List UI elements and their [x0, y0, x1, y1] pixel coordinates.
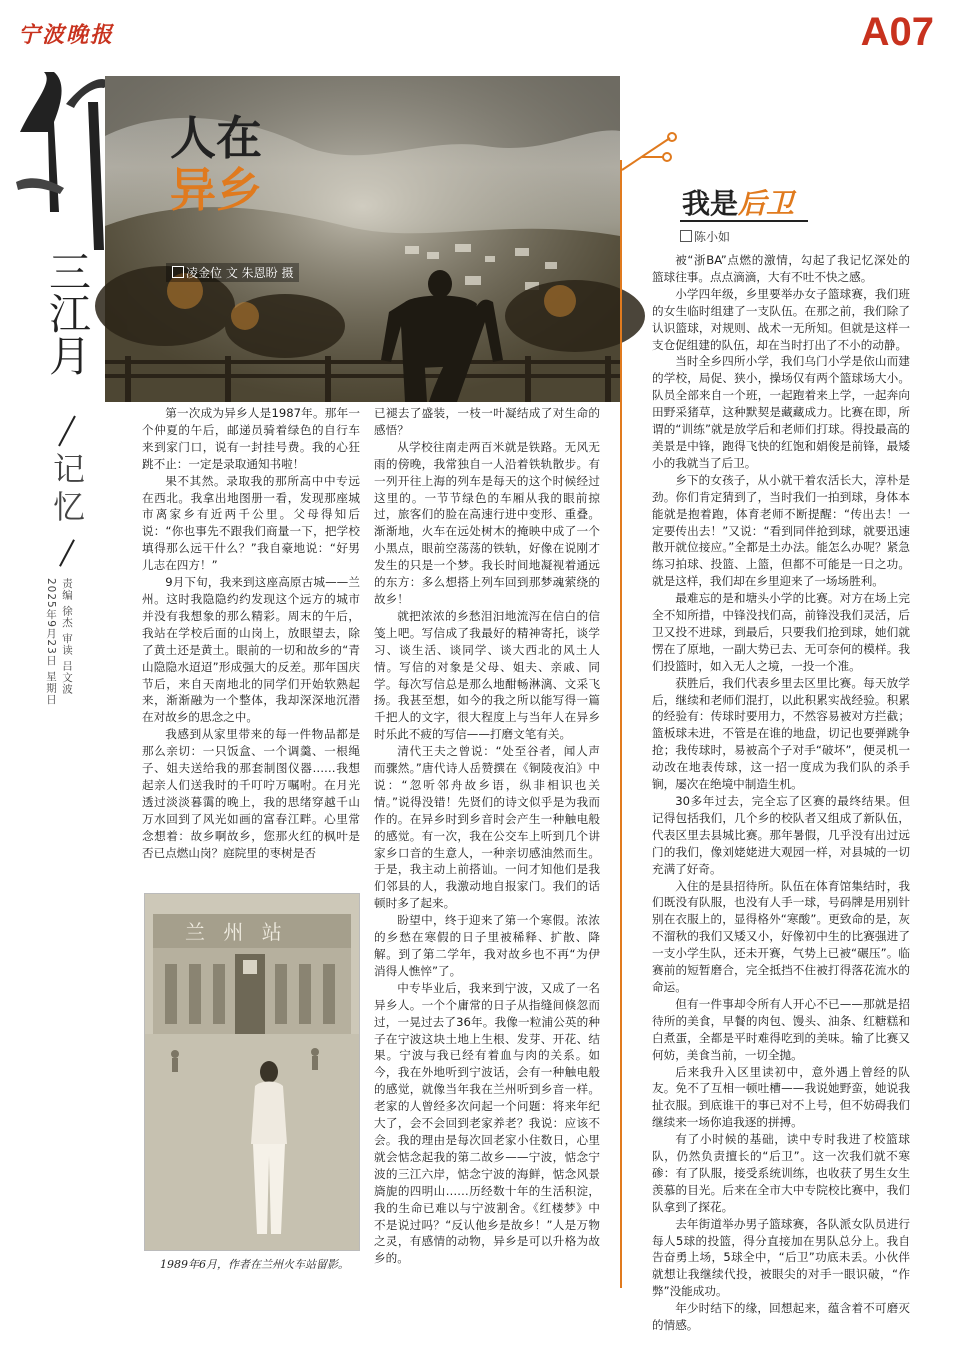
paragraph: 小学四年级，乡里要举办女子篮球赛，我们班的女生临时组建了一支队伍。在那之前，我们除了认识篮球，对规则、战术一无所知。但就是这样一支仓促组建的队伍，却在当时打出了不小的动静。 — [652, 286, 910, 352]
editor-credit: 责编 徐杰 审读 吕文波 — [61, 578, 73, 695]
issue-date: 2025年9月23日 星期日 — [45, 578, 57, 706]
paragraph: 30多年过去，完全忘了区赛的最终结果。但记得包括我们，几个乡的校队者又组成了新队伍，代表区里去县城比赛。那年暑假，几乎没有出过远门的我们，像刘姥姥进大观园一样，对县城的一切充满了好奇。 — [652, 794, 910, 876]
paragraph: 后来我升入区里读初中，意外遇上曾经的队友。免不了互相一顿吐槽——我说她野蛮，她说我扯衣服。到底谁干的事已对不上号，但不妨碍我们继续来一场你追我逐的拼搏。 — [652, 1064, 910, 1130]
paragraph: 有了小时候的基础，读中专时我进了校篮球队，仍然负责擅长的“后卫”。这一次我们就不寒碜：有了队服，接受系统训练，也收获了男生女生羡慕的目光。后来在全市大中专院校比赛中，我们队拿到了探花。 — [652, 1132, 910, 1214]
column-divider — [58, 416, 76, 447]
title-underline — [680, 220, 808, 222]
page-number: A07 — [860, 10, 934, 54]
article2-byline — [680, 228, 730, 245]
paragraph: 乡下的女孩子，从小就干着农活长大，淳朴是劲。你们肯定猜到了，当时我们一拍到球，身体本能就是抱着跑，体育老师不断提醒：“传出去！一定要传出去！”又说：“看到同伴抢到球，就要迅速散开就位接应。”全都是土办法。能怎么办呢？紧急练习拍球、投篮、上篮，但都不可能是一日之功。就是这样，我们却在乡里迎来了一场场胜利。 — [652, 472, 910, 589]
paragraph: 获胜后，我们代表乡里去区里比赛。每天放学后，继续和老师们混打，以此积累实战经验。积累的经验有：传球时要用力，不然容易被对方拦截；篮板球未进，不管是在谁的地盘，切记也要弹跳争抢；我传球时，易被高个子对手“破坏”，便灵机一动改在地表传球，这一招一度成为我们队的杀手锏，屡次在绝境中制造生机。 — [652, 675, 910, 792]
article2-body — [652, 252, 910, 1333]
paragraph: 当时全乡四所小学，我们乌门小学是依山而建的学校，局促、狭小，操场仅有两个篮球场大小。队员全部来自一个班，一起跑着来上学，一起奔向田野采猪草，这种默契是藏藏成力。比赛在即，所谓的“训练”就是放学后和老师们打球。得投最高的美景是中锋，跑得飞快的红饱和娟俊是前锋，最矮小的我就当了后卫。 — [652, 354, 910, 470]
paragraph: 我感到从家里带来的每一件物品都是那么亲切：一只饭盒、一个调羹、一根绳子、姐夫送给我的那套制图仪器……我想起亲人们送我时的千叮咛万嘱咐。在月光透过淡淡暮霭的晚上，我的思绪穿越千山万水回到了风光如画的富春江畔。心里常念想着：故乡啊故乡，您那火红的枫叶是否已点燃山岗？庭院里的枣树是否 — [142, 727, 360, 860]
vintage-photo — [144, 893, 360, 1251]
paragraph: 最难忘的是和塘头小学的比赛。对方在场上完全不知所措，中锋没找们高，前锋没我们灵活，后卫又投不进球，到最后，只要我们抢到球，她们就愣在了原地，一副大势已去、无可奈何的模样。我们投篮时，如入无人之境，一投一个准。 — [652, 591, 910, 673]
paragraph: 盼望中，终于迎来了第一个寒假。浓浓的乡愁在寒假的日子里被稀释、扩散、降解。到了第二学年，我对故乡也不再“为伊消得人憔悴”了。 — [374, 913, 600, 978]
paragraph: 中专毕业后，我来到宁波，又成了一名异乡人。一个个庸常的日子从指缝间倏忽而过，一晃过去了36年。我像一粒浦公英的种子在宁波这块土地上生根、发芽、开花、结果。宁波与我已经有着血与肉的关系。如今，我在外地听到宁波话，会有一种触电般的感觉，就像当年我在兰州听到乡音一样。老家的人曾经多次问起一个问题：将来年纪大了，会不会回到老家养老？我说：应该不会。我的理由是每次回老家小住数日，心里就会惦念起我的第二故乡——宁波，惦念宁波的三江六岸，惦念宁波的海鲜，惦念风景旖旎的四明山……历经数十年的生活积淀，我的生命已难以与宁波割舍。《红楼梦》中不是说过吗？“反认他乡是故乡！”人是万物之灵，有感情的动物，异乡是可以升格为故乡的。 — [374, 980, 600, 1266]
paragraph: 清代王夫之曾说：“处至谷者，闻人声而骤然。”唐代诗人岳赞撰在《铜陵夜泊》中说：“忽听邻舟故乡语，纵非相识也关情。”说得没错！先贤们的诗文似乎是为我而作的。在异乡时到乡音时会产生一种触电般的感觉。有一次，我在公交车上听到几个讲家乡口音的生意人，一种亲切感油然而生。于是，我主动上前搭讪。一问才知他们是我们邻县的人，我激动地自报家门。我们的话顿时多了起来。 — [374, 744, 600, 911]
article-byline — [166, 263, 299, 282]
article2-title — [682, 182, 794, 222]
title-emphasis: 后卫 — [738, 187, 795, 220]
column-section: 记忆 — [48, 452, 86, 528]
article-title — [170, 112, 262, 216]
author-name: 陈小如 — [694, 230, 731, 244]
paragraph: 9月下旬，我来到这座高原古城——兰州。这时我隐隐约约发现这个远方的城市并没有我想象的那么精彩。周末的午后，我站在学校后面的山岗上，放眼望去，除了黄土还是黄土。眼前的一切和故乡的“青山隐隐水迢迢”形成强大的反差。那年国庆节后，来自天南地北的同学们开始软熟起来，渐渐融为一个整体，我却深深地沉潜在对故乡的思念之中。 — [142, 575, 360, 725]
column-separator — [620, 160, 622, 1288]
paragraph: 但有一件事却令所有人开心不已——那就是招待所的美食，早餐的肉包、馒头、油条、红糖糕和白煮蛋，全都是平时难得吃到的美味。输了比赛又何妨，美食当前，一切全抛。 — [652, 996, 910, 1062]
title-line-2: 异乡 — [170, 163, 262, 217]
newspaper-logo: 宁波晚报 — [18, 22, 115, 48]
byline-box-icon — [172, 266, 184, 278]
paragraph: 从学校往南走两百米就是铁路。无风无雨的傍晚，我常独自一人沿着铁轨散步。有一列开往上海的列车是每天的这个时候经过这里的。一节节绿色的车厢从我的眼前掠过，旅客们的脸在高速行进中变形、重叠。渐渐地，火车在远处树木的掩映中成了一个小黑点，眼前空荡荡的铁轨，好像在说刚才发生的只是一个梦。我长时间地凝视着通远的东方：多么想搭上列车回到那梦魂萦绕的故乡！ — [374, 439, 600, 606]
article1-column-1 — [142, 405, 360, 883]
column-name: 三江月 — [43, 250, 92, 376]
section-divider — [59, 539, 75, 566]
paragraph: 第一次成为异乡人是1987年。那年一个仲夏的午后，邮递员骑着绿色的自行车来到家门口，说有一封挂号费。我的心狂跳不止：一定是录取通知书啦！ — [142, 406, 360, 471]
title-line-1: 人在 — [170, 111, 262, 165]
branch-ornament-icon — [622, 130, 682, 190]
paragraph: 入住的是县招待所。队伍在体育馆集结时，我们既没有队服，也没有人手一球，号码牌是用别针别在衣服上的，显得格外“寒酸”。更致命的是，灰不溜秋的我们又矮又小，好像初中生的比赛强进了一支小学生队，还未开赛，气势上已被“碾压”。临赛前的短暂磨合，完全抵挡不住被打得落花流水的命运。 — [652, 878, 910, 994]
title-plain: 我是 — [682, 187, 739, 220]
photo-caption: 1989年6月，作者在兰州火车站留影。 — [160, 1258, 349, 1271]
paragraph: 年少时结下的缘，回想起来，蕴含着不可磨灭的情感。 — [652, 1301, 910, 1333]
paragraph: 去年街道举办男子篮球赛，各队派女队员进行每人5球的投篮，得分直接加在男队总分上。我自告奋勇上场，5球全中，“后卫”功底未丢。小伙伴就想让我继续代投，被眼尖的对手一眼识破，“作弊”没能成功。 — [652, 1216, 910, 1299]
brush-ornament-icon — [14, 62, 114, 252]
byline-box-icon — [680, 230, 692, 242]
paragraph: 被“浙BA”点燃的激情，勾起了我记忆深处的篮球往事。点点滴滴，大有不吐不快之感。 — [652, 253, 910, 284]
paragraph: 已褪去了盛装，一枝一叶凝结成了对生命的感悟？ — [374, 406, 600, 437]
paragraph: 果不其然。录取我的那所高中中专远在西北。我拿出地图册一看，发现那座城市离家乡有近两千公里。父母得知后说：“你也事先不跟我们商量一下，把学校填得那么远干什么？”我自豪地说：“好男儿志在四方！” — [142, 473, 360, 573]
byline-text: 凌金位 文 朱恩盼 摄 — [186, 266, 294, 280]
article1-column-2 — [374, 405, 600, 1297]
station-scene — [145, 894, 359, 1250]
station-sign: 兰 州 站 — [185, 920, 288, 944]
paragraph: 就把浓浓的乡愁泪汩地流泻在信白的信笺上吧。写信成了我最好的精神寄托，谈学习、谈生活、谈同学、谈大西北的风土人情。写信的对象是父母、姐夫、亲戚、同学。每次写信总是那么地酣畅淋漓、文采飞扬。我甚至想，如今的我之所以能写得一篇千把人的文字，很大程度上与当年人在异乡时乐此不疲的写信——打磨文笔有关。 — [374, 608, 600, 742]
